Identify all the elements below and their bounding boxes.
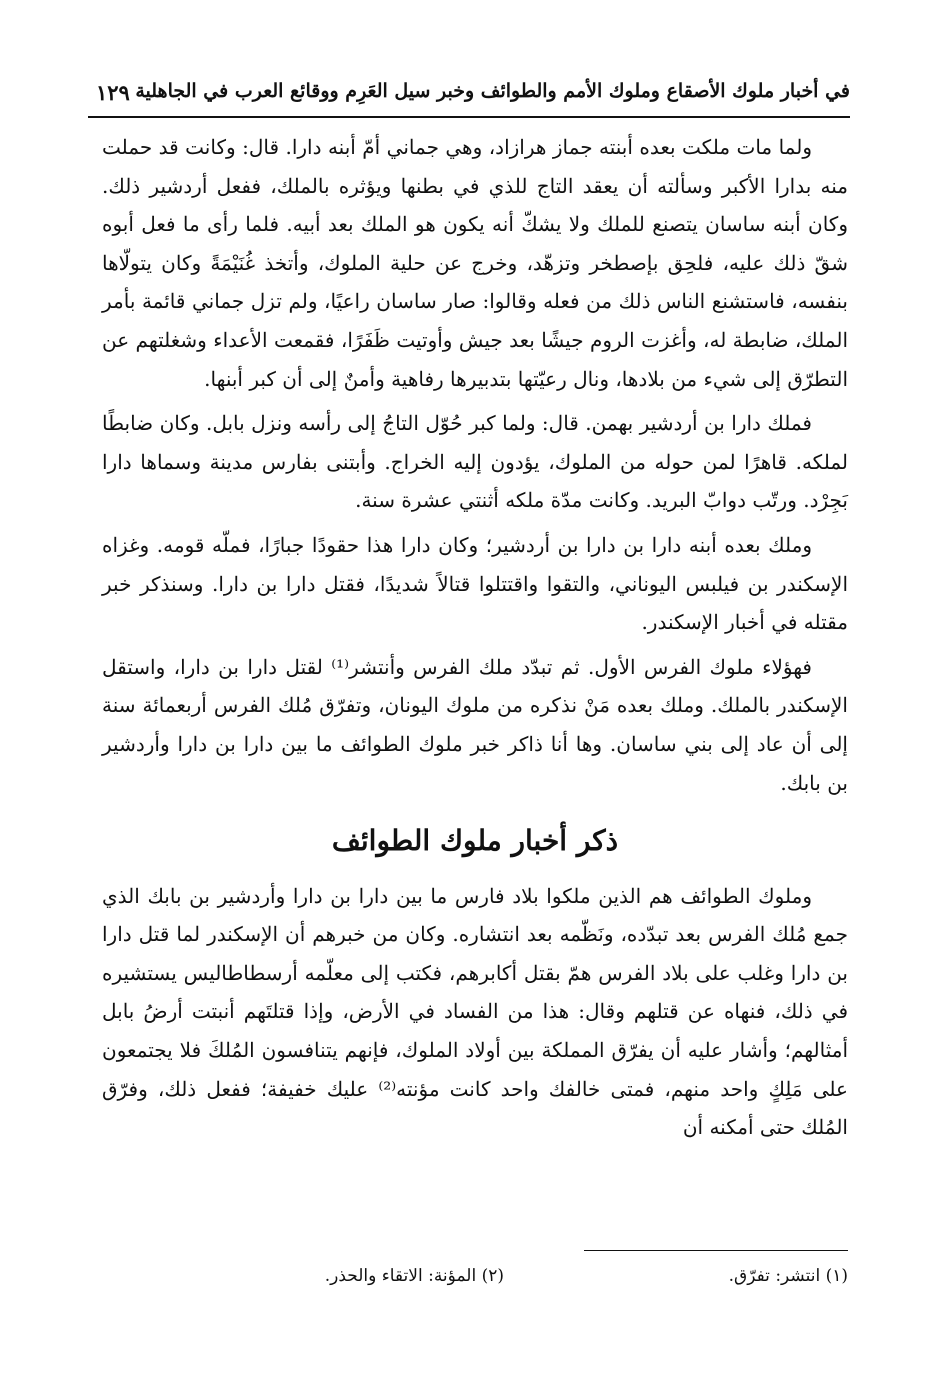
paragraph: فهؤلاء ملوك الفرس الأول. ثم تبدّد ملك الفرس وأنتشر⁽¹⁾ لقتل دارا بن دارا، واستقل الإسكندر بالملك. وملك بعده مَنْ نذكره من ملوك اليونان، وتفرّق مُلك الفرس أربعمائة سنة إلى أن عاد إلى بني ساسان. وها أنا ذاكر خبر ملوك الطوائف ما بين دارا بن دارا وأردشير بن بابك.	[102, 654, 848, 795]
footnote-2: (٢) المؤنة: الاتقاء والحذر.	[324, 1266, 504, 1286]
section-title: ذكر أخبار ملوك الطوائف	[331, 824, 619, 858]
paragraph: وملوك الطوائف هم الذين ملكوا بلاد فارس ما بين دارا بن دارا وأردشير بن بابك الذي جمع مُلك الفرس بعد تبدّده، ونَظّمه بعد انتشاره. وكان من خبرهم أن الإسكندر لما قتل دارا بن دارا وغلب على بلاد الفرس همّ بقتل أكابرهم، فكتب إلى معلّمه أرسطاطاليس يستشيره في ذلك، فنهاه عن قتلهم وقال: هذا من الفساد في الأرض، وإذا قتلتَهم أنبتت أرضُ بابل أمثالهم؛ وأشار عليه أن يفرّق المملكة بين أولاد الملوك، فإنهم يتنافسون المُلكَ فلا يجتمعون على مَلِكٍ واحد منهم، فمتى خالفك واحد كانت مؤنته⁽²⁾ عليك خفيفة؛ ففعل ذلك، وفرّق المُلك حتى أمكنه أن	[102, 883, 849, 1140]
running-header	[88, 76, 850, 118]
header-title: في أخبار ملوك الأصقاع وملوك الأمم والطوائف وخبر سيل العَرِم ووقائع العرب في الجاهلية	[135, 80, 850, 102]
page-body	[102, 128, 848, 1153]
paragraph: وملك بعده أبنه دارا بن دارا بن أردشير؛ وكان دارا هذا حقودًا جبارًا، فملّه قومه. وغزاه الإسكندر بن فيلبس اليوناني، والتقوا واقتتلوا قتالاً شديدًا، فقتل دارا بن دارا. وسنذكر خبر مقتله في أخبار الإسكندر.	[102, 532, 848, 635]
paragraph: فملك دارا بن أردشير بهمن. قال: ولما كبر حُوّل التاجُ إلى رأسه ونزل بابل. وكان ضابطًا لملكه. قاهرًا لمن حوله من الملوك، يؤدون إليه الخراج. وأبتنى بفارس مدينة وسماها دارا بَجِرْد. ورتّب دوابّ البريد. وكانت مدّة ملكه أثنتي عشرة سنة.	[102, 411, 848, 513]
footnote-1: (١) انتشر: تفرّق.	[728, 1266, 848, 1286]
footnote-divider	[584, 1250, 848, 1251]
page-number: ١٢٩	[96, 80, 130, 105]
paragraph: ولما مات ملكت بعده أبنته جماز هرازاد، وهي جماني أمّ أبنه دارا. قال: وكانت قد حملت منه بدارا الأكبر وسألته أن يعقد التاج للذي في بطنها ويؤثره بالملك، ففعل أردشير ذلك. وكان أبنه ساسان يتصنع للملك ولا يشكّ أنه يكون هو الملك بعد أبيه. فلما رأى ما فعل أبوه شقّ ذلك عليه، فلحِق بإصطخر وتزهّد، وخرج عن حلية الملوك، وأتخذ غُنَيْمَةً وكان يتولّاها بنفسه، فاستشنع الناس ذلك من فعله وقالوا: صار ساسان راعيًا، ولم تزل جماني قائمة بأمر الملك، ضابطة له، وأغزت الروم جيشًا بعد جيش وأوتيت ظَفَرًا، فقمعت الأعداء وشغلتهم عن التطرّق إلى شيء من بلادها، ونال رعيّتها بتدبيرها رفاهية وأمنٌ إلى أن كبر أبنها.	[102, 135, 848, 391]
